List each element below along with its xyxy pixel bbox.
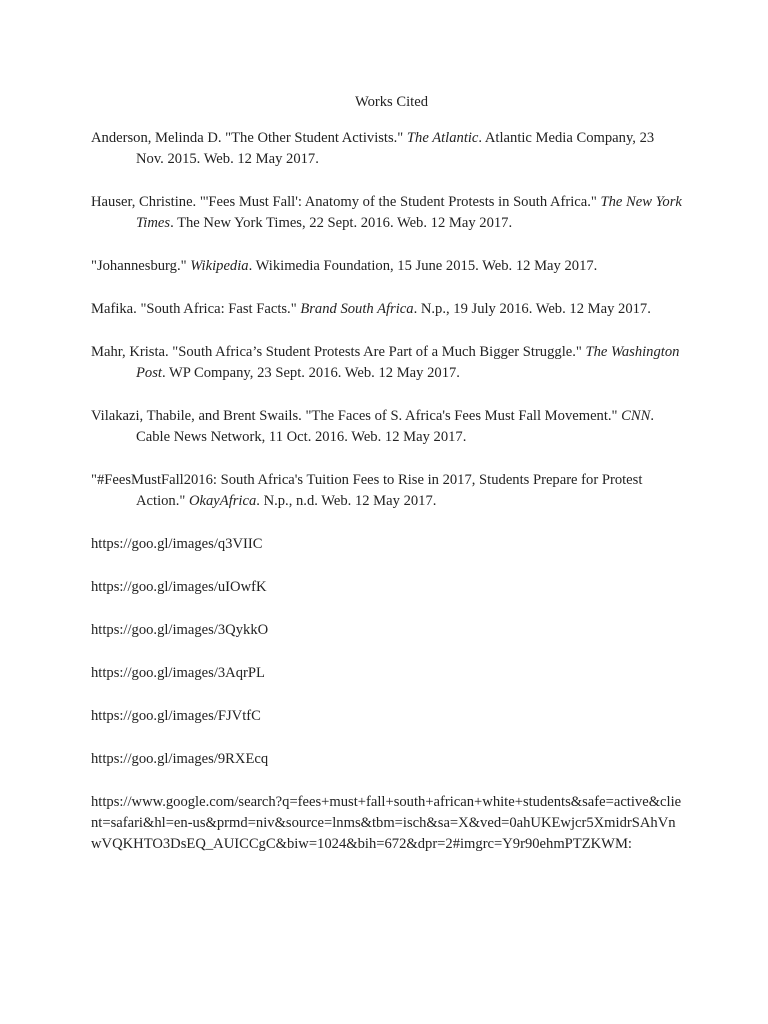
citation-source-title: The Atlantic (406, 130, 479, 146)
citation-source-title: Wikipedia (190, 258, 249, 274)
image-link[interactable]: https://goo.gl/images/q3VIIC (91, 536, 263, 552)
citation-entry (91, 128, 682, 170)
citation-text: Mahr, Krista. "South Africa’s Student Protests Are Part of a Much Bigger Struggle." (91, 344, 586, 360)
citation-details: . N.p., 19 July 2016. Web. 12 May 2017. (413, 301, 651, 317)
citation-list (91, 128, 682, 512)
citation-details: . WP Company, 23 Sept. 2016. Web. 12 May 2017. (161, 365, 460, 381)
citation-details: . Wikimedia Foundation, 15 June 2015. Web. 12 May 2017. (248, 258, 598, 274)
citation-source-title: The New York Times (136, 194, 682, 231)
citation-text: Anderson, Melinda D. "The Other Student Activists." (91, 130, 407, 146)
image-link[interactable]: https://goo.gl/images/3AqrPL (91, 665, 265, 681)
citation-source-title: Brand South Africa (300, 301, 414, 317)
image-link[interactable]: https://goo.gl/images/FJVtfC (91, 708, 261, 724)
citation-details: . N.p., n.d. Web. 12 May 2017. (256, 493, 437, 509)
citation-text: "Johannesburg." (91, 258, 191, 274)
image-link[interactable]: https://goo.gl/images/3QykkO (91, 622, 269, 638)
citation-source-title: The Washington Post (136, 344, 680, 381)
citation-source-title: OkayAfrica (188, 493, 257, 509)
citation-text: Vilakazi, Thabile, and Brent Swails. "The Faces of S. Africa's Fees Must Fall Movement." (91, 408, 622, 424)
citation-entry (91, 470, 682, 512)
image-link[interactable]: https://goo.gl/images/uIOwfK (91, 579, 267, 595)
citation-text: Mafika. "South Africa: Fast Facts." (91, 301, 301, 317)
citation-entry (91, 192, 682, 234)
citation-entry (91, 256, 682, 277)
citation-entry (91, 406, 682, 448)
page-title: Works Cited (354, 94, 428, 110)
citation-source-title: CNN (621, 408, 651, 424)
image-link[interactable]: https://goo.gl/images/9RXEcq (91, 751, 269, 767)
google-search-link[interactable]: https://www.google.com/search?q=fees+must+fall+south+african+white+students&safe=active&client=safari&hl=en-us&prmd=niv&source=lnms&tbm=isch&sa=X&ved=0ahUKEwjcr5XmidrSAhVnwVQKHTO3DsEQ_AUICCgC&biw=1024&bih=672&dpr=2#imgrc=Y9r90ehmPTZKWM: (91, 794, 682, 852)
citation-text: "#FeesMustFall2016: South Africa's Tuition Fees to Rise in 2017, Students Prepare for Protest Action." (91, 472, 643, 509)
citation-text: Hauser, Christine. "'Fees Must Fall': Anatomy of the Student Protests in South Africa." (91, 194, 601, 210)
citation-details: . The New York Times, 22 Sept. 2016. Web. 12 May 2017. (170, 215, 513, 231)
citation-details: . Cable News Network, 11 Oct. 2016. Web. 12 May 2017. (136, 408, 655, 445)
citation-entry (91, 299, 682, 320)
citation-entry (91, 342, 682, 384)
citation-details: . Atlantic Media Company, 23 Nov. 2015. Web. 12 May 2017. (136, 130, 655, 167)
